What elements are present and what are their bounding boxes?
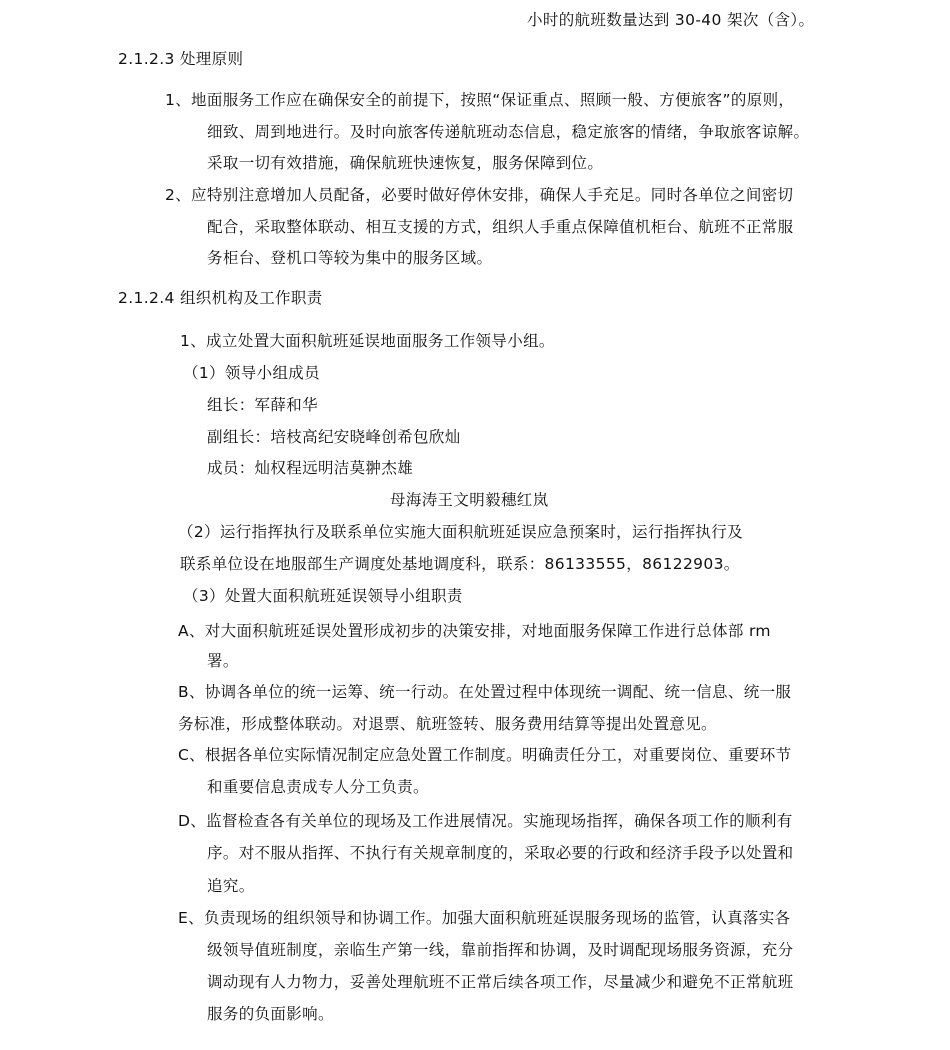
line-14: 母海涛王文明毅穗红岚 <box>390 491 549 509</box>
line-30: 服务的负面影响。 <box>207 1005 334 1023</box>
line-3: 细致、周到地进行。及时向旅客传递航班动态信息，稳定旅客的情绪，争取旅客谅解。 <box>207 123 810 141</box>
line-20: B、协调各单位的统一运筹、统一行动。在处置过程中体现统一调配、统一信息、统一服 <box>178 683 792 701</box>
line-29: 调动现有人力物力，妥善处理航班不正常后续各项工作，尽量减少和避免不正常航班 <box>207 973 794 991</box>
line-23: 和重要信息责成专人分工负责。 <box>207 778 429 796</box>
line-21: 务标准，形成整体联动。对退票、航班签转、服务费用结算等提出处置意见。 <box>178 715 717 733</box>
line-18: A、对大面积航班延误处置形成初步的决策安排，对地面服务保障工作进行总体部 rm <box>178 622 771 640</box>
section-heading-2-1-2-4: 2.1.2.4 组织机构及工作职责 <box>118 289 323 307</box>
line-26: 追究。 <box>207 877 255 895</box>
line-5: 2、应特别注意增加人员配备，必要时做好停休安排，确保人手充足。同时各单位之间密切 <box>165 186 794 204</box>
line-6: 配合，采取整体联动、相互支援的方式，组织人手重点保障值机柜台、航班不正常服 <box>207 218 794 236</box>
line-7: 务柜台、登机口等较为集中的服务区域。 <box>207 249 493 267</box>
line-11: 组长：军薛和华 <box>207 396 318 414</box>
line-4: 采取一切有效措施，确保航班快速恢复，服务保障到位。 <box>207 154 604 172</box>
line-16: 联系单位设在地服部生产调度处基地调度科，联系：86133555，86122903。 <box>180 555 740 573</box>
line-22: C、根据各单位实际情况制定应急处置工作制度。明确责任分工，对重要岗位、重要环节 <box>178 746 792 764</box>
line-19: 署。 <box>207 652 239 670</box>
line-12: 副组长：培枝高纪安晓峰创希包欣灿 <box>207 428 461 446</box>
line-9: 1、成立处置大面积航班延误地面服务工作领导小组。 <box>180 332 555 350</box>
line-0: 小时的航班数量达到 30-40 架次（含）。 <box>527 11 815 29</box>
line-24: D、监督检查各有关单位的现场及工作进展情况。实施现场指挥，确保各项工作的顺利有 <box>178 812 793 830</box>
section-heading-2-1-2-3: 2.1.2.3 处理原则 <box>118 50 244 68</box>
line-15: （2）运行指挥执行及联系单位实施大面积航班延误应急预案时，运行指挥执行及 <box>178 523 743 541</box>
line-17: （3）处置大面积航班延误领导小组职责 <box>183 587 463 605</box>
line-25: 序。对不服从指挥、不执行有关规章制度的，采取必要的行政和经济手段予以处置和 <box>207 844 794 862</box>
line-13: 成员：灿权程远明洁莫翀杰雄 <box>207 459 414 477</box>
line-28: 级领导值班制度，亲临生产第一线，靠前指挥和协调，及时调配现场服务资源，充分 <box>207 941 794 959</box>
line-10: （1）领导小组成员 <box>183 364 321 382</box>
line-2: 1、地面服务工作应在确保安全的前提下，按照“保证重点、照顾一般、方便旅客”的原则， <box>165 91 795 109</box>
line-27: E、负责现场的组织领导和协调工作。加强大面积航班延误服务现场的监管，认真落实各 <box>178 909 791 927</box>
